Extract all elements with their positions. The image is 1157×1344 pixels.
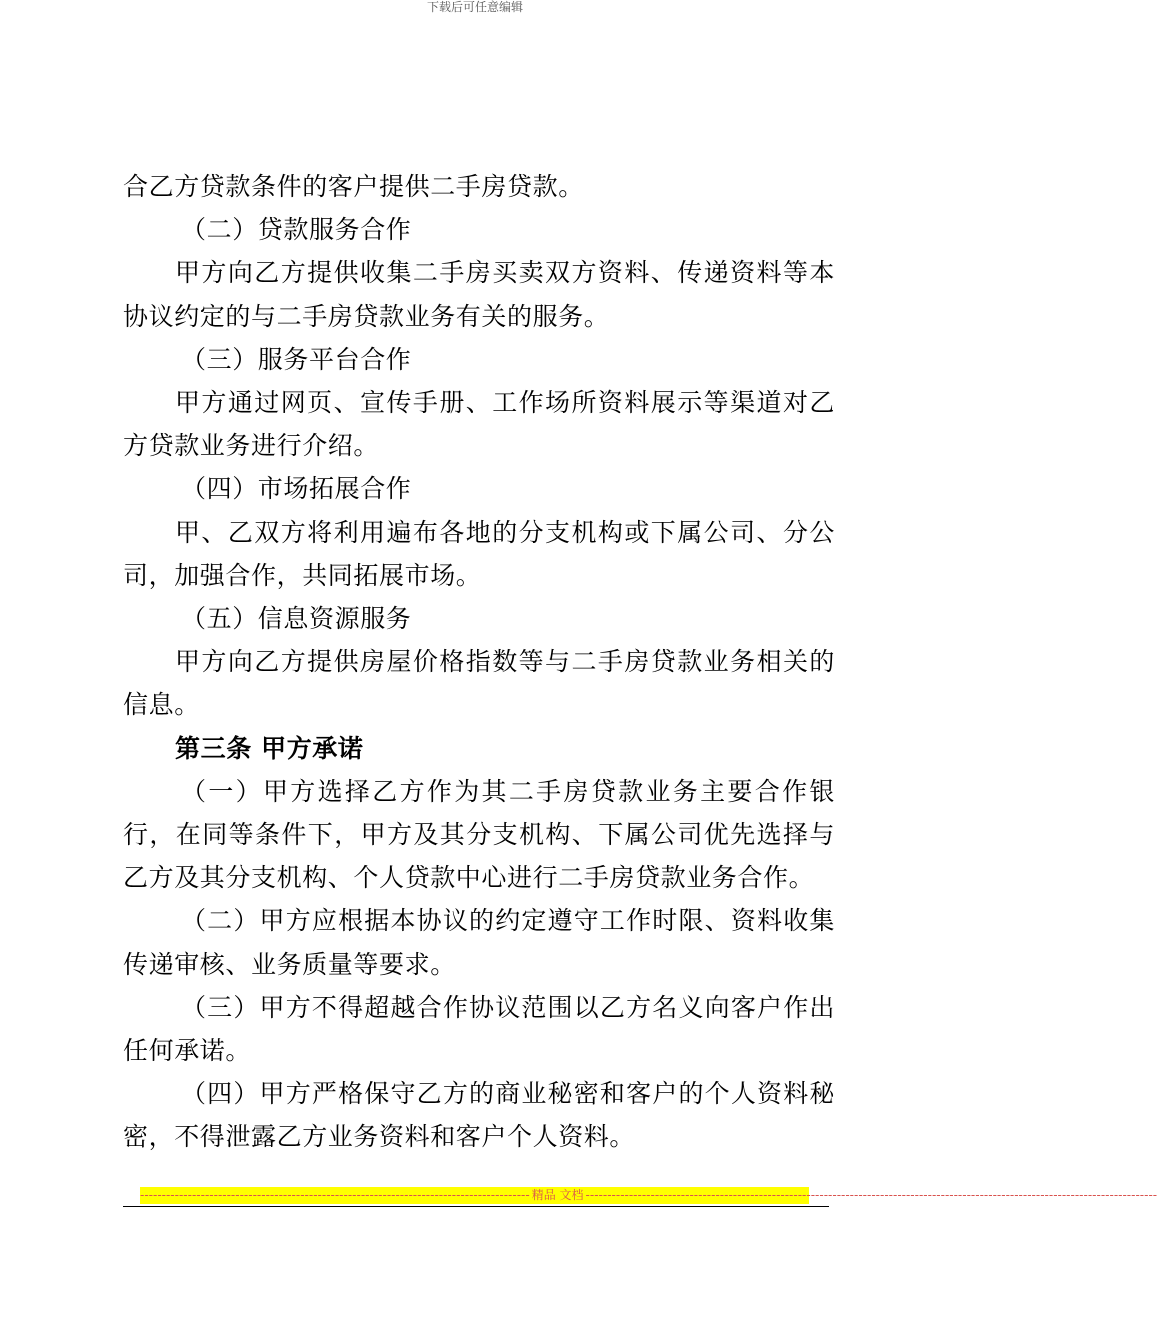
clause-paragraph: （四）甲方严格保守乙方的商业秘密和客户的个人资料秘密，不得泄露乙方业务资料和客户个人资料。 [123,1079,835,1152]
subsection-title: （二）贷款服务合作 [181,215,412,245]
page-header-note: 下载后可任意编辑 [426,0,523,14]
footer-dashes-left: ------------------------------------------------------------------------------------------ [140,1188,530,1202]
document-body [123,165,835,1159]
subsection-title: （三）服务平台合作 [181,344,412,374]
footer-label: 精品 文档 [531,1188,584,1202]
clause-paragraph: （一）甲方选择乙方作为其二手房贷款业务主要合作银行，在同等条件下，甲方及其分支机构、下属公司优先选择与乙方及其分支机构、个人贷款中心进行二手房贷款业务合作。 [123,776,835,893]
subsection-title: （五）信息资源服务 [181,604,412,634]
footer-divider [123,1206,829,1207]
paragraph: 甲方向乙方提供房屋价格指数等与二手房贷款业务相关的信息。 [123,647,835,720]
paragraph: 甲、乙双方将利用遍布各地的分支机构或下属公司、分公司，加强合作，共同拓展市场。 [123,517,835,590]
clause-paragraph: （二）甲方应根据本协议的约定遵守工作时限、资料收集传递审核、业务质量等要求。 [123,906,835,979]
footer-dashes-right: ------------------------------------------------------------------------------------------------------------------------------------ [585,1188,1157,1202]
subsection-title: （四）市场拓展合作 [181,474,412,504]
article-heading: 第三条 甲方承诺 [175,733,364,763]
paragraph: 合乙方贷款条件的客户提供二手房贷款。 [123,172,584,201]
paragraph: 甲方向乙方提供收集二手房买卖双方资料、传递资料等本协议约定的与二手房贷款业务有关的服务。 [123,258,835,331]
footer-watermark-band [140,1187,1157,1204]
clause-paragraph: （三）甲方不得超越合作协议范围以乙方名义向客户作出任何承诺。 [123,992,835,1066]
paragraph: 甲方通过网页、宣传手册、工作场所资料展示等渠道对乙方贷款业务进行介绍。 [123,388,835,461]
